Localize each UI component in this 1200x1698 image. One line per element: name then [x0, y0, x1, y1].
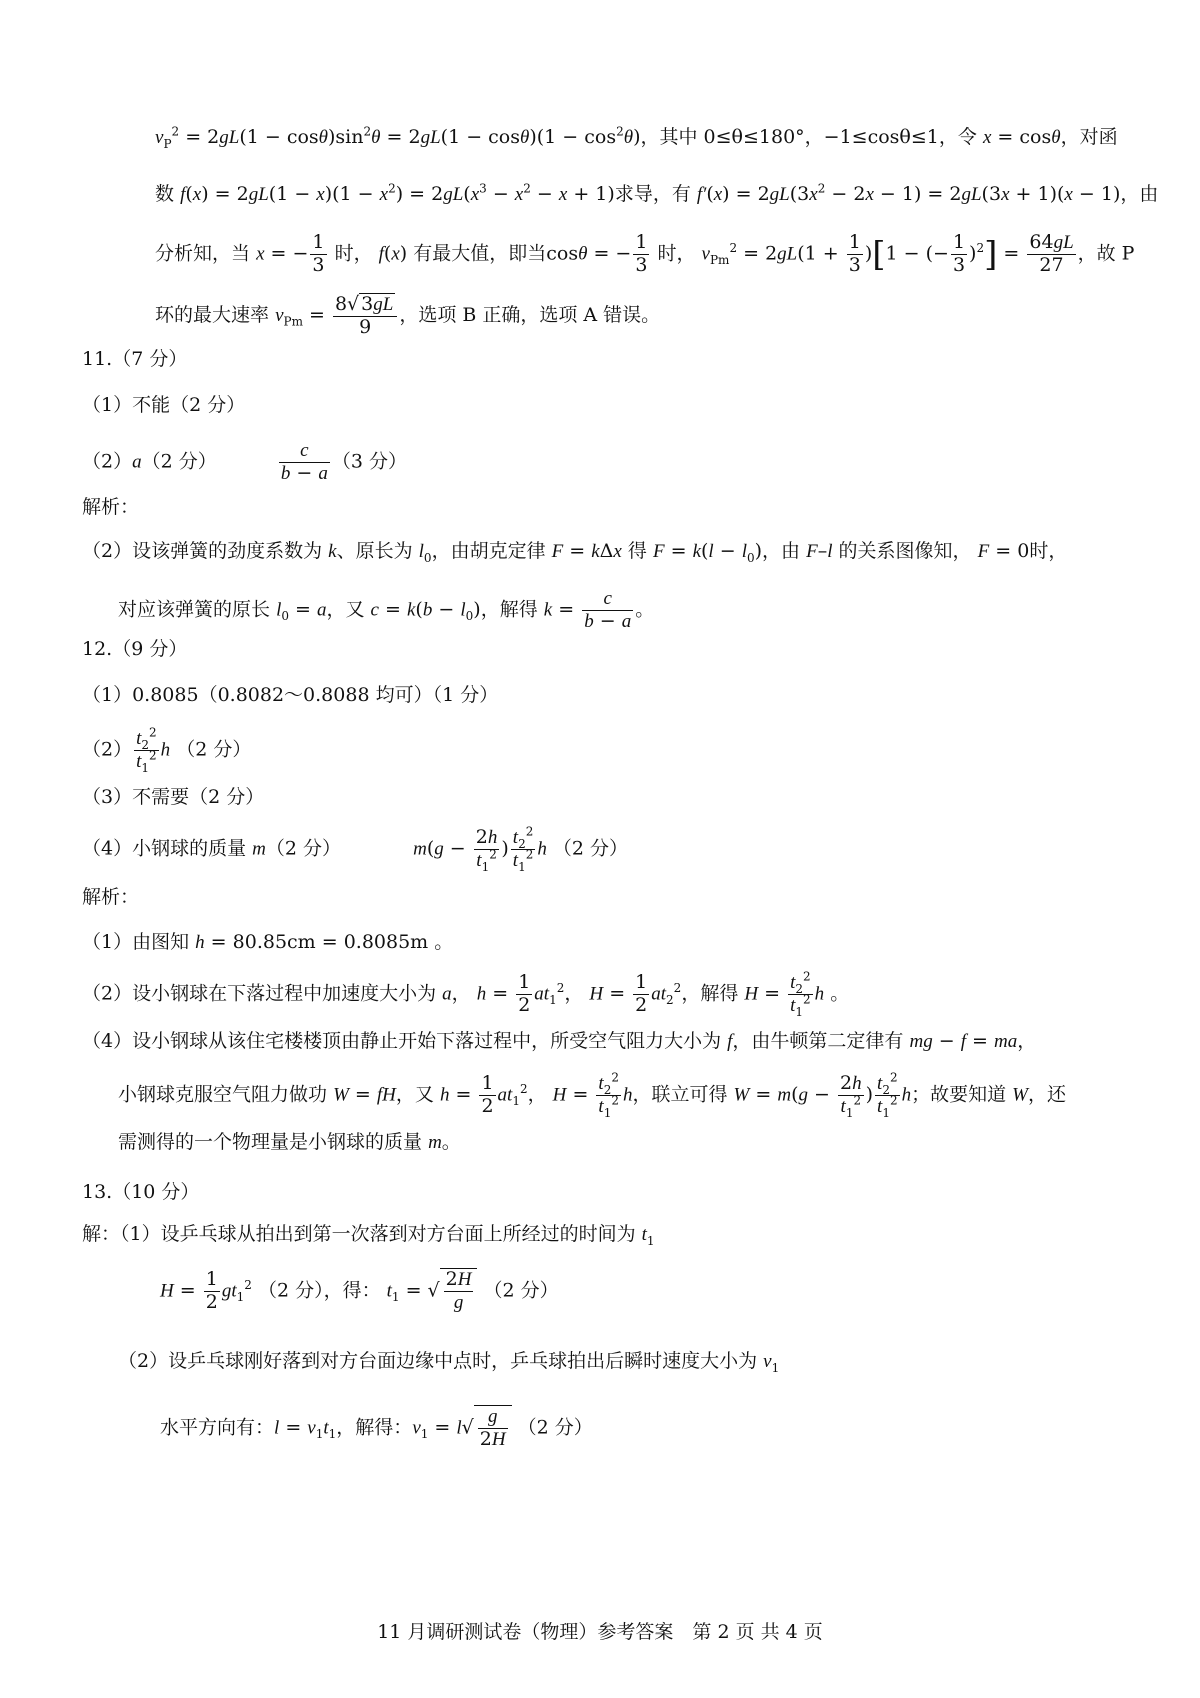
solution-line: H = $\frac{1}{2}$ $gt_1^2$ （2 分），得： $t_1$ = √ $\frac{2H}{g}$ （2 分） [160, 1268, 559, 1313]
text-line: $v_P^2 = 2gL(1 - \cos\theta)\sin^2\theta = 2gL(1 - \cos\theta)(1 - \cos^2\theta)$，其中 0≤θ≤180°，−1≤cosθ≤1，令 x = cosθ，对函 [155, 124, 1118, 151]
answer-line: （2） $\frac{t_2^2}{t_1^2}$ h （2 分） [82, 725, 252, 775]
solution-line: 小钢球克服空气阻力做功 W = fH，又 h = $\frac{1}{2}$ $at_1^2$， H = $\frac{t_2^2}{t_1^2}$ h，联立可得 W = m(g − $\frac{2h}{t_1^2}$ ) $\frac{t_2^2}{t_1^2}$ h；故要知道 W，还 [118, 1070, 1066, 1120]
question-heading: 11.（7 分） [82, 348, 188, 370]
solution-line: 对应该弹簧的原长 $l_0 = a$，又 $c = k(b - l_0)$，解得 k = $\frac{c}{b - a}$ 。 [118, 588, 655, 632]
solution-line: （4）设小钢球从该住宅楼楼顶由静止开始下落过程中，所受空气阻力大小为 f，由牛顿第二定律有 mg − f = ma， [82, 1030, 1037, 1052]
answer-line: （3）不需要（2 分） [82, 786, 265, 808]
solution-line: 解：（1）设乒乓球从拍出到第一次落到对方台面上所经过的时间为 $t_1$ [82, 1223, 655, 1248]
solution-line: 水平方向有：$l = v_1t_1$，解得：$v_1 = l√$ $\frac{g}{2H}$ （2 分） [160, 1406, 593, 1450]
answer-line: （2）a（2 分） $\frac{c}{b - a}$ （3 分） [82, 440, 407, 484]
text-line: 分析知，当 x = − $\frac{1}{3}$ 时， f(x) 有最大值，即当cosθ = − $\frac{1}{3}$ 时， $v_{Pm}^2 = 2gL(1$ + $\frac{1}{3}$ )[1 − (− $\frac{1}{3}$ )$^2$] = $\frac{64gL}{27}$ ，故 P [155, 231, 1135, 276]
answer-line: （1）0.8085（0.8082～0.8088 均可）（1 分） [82, 684, 499, 706]
solution-line: （1）由图知 h = 80.85cm = 0.8085m 。 [82, 931, 454, 953]
solution-line: （2）设该弹簧的劲度系数为 k、原长为 $l_0$，由胡克定律 F = kΔx 得 $F = k(l - l_0)$，由 F–l 的关系图像知， F = 0时， [82, 540, 1068, 565]
solution-line: （2）设乒乓球刚好落到对方台面边缘中点时，乒乓球拍出后瞬时速度大小为 $v_1$ [118, 1350, 780, 1375]
page-footer: 11 月调研测试卷（物理）参考答案 第 2 页 共 4 页 [377, 1621, 823, 1643]
solution-label: 解析： [82, 496, 140, 518]
solution-line: （2）设小钢球在下落过程中加速度大小为 a， h = $\frac{1}{2}$ $at_1^2$， H = $\frac{1}{2}$ $at_2^2$，解得 H = $\frac{t_2^2}{t_1^2}$ h 。 [82, 969, 850, 1019]
solution-label: 解析： [82, 886, 140, 908]
answer-line: （4）小钢球的质量 m（2 分） m(g − $\frac{2h}{t_1^2}$ ) $\frac{t_2^2}{t_1^2}$ h （2 分） [82, 824, 629, 874]
question-heading: 12.（9 分） [82, 638, 188, 660]
text-line: 数 $f(x) = 2gL(1 - x)(1 - x^2) = 2gL(x^3 - x^2 - x + 1)$求导，有 $f'(x) = 2gL(3x^2 - 2x - 1) = 2gL(3x + 1)(x - 1)$，由 [155, 181, 1159, 205]
text-line: 环的最大速率 $v_{Pm}$ = $\frac{8√ 3gL}{9}$ ，选项 B 正确，选项 A 错误。 [155, 293, 661, 338]
solution-line: 需测得的一个物理量是小钢球的质量 m。 [118, 1131, 461, 1153]
answer-line: （1）不能（2 分） [82, 394, 246, 416]
question-heading: 13.（10 分） [82, 1181, 200, 1203]
